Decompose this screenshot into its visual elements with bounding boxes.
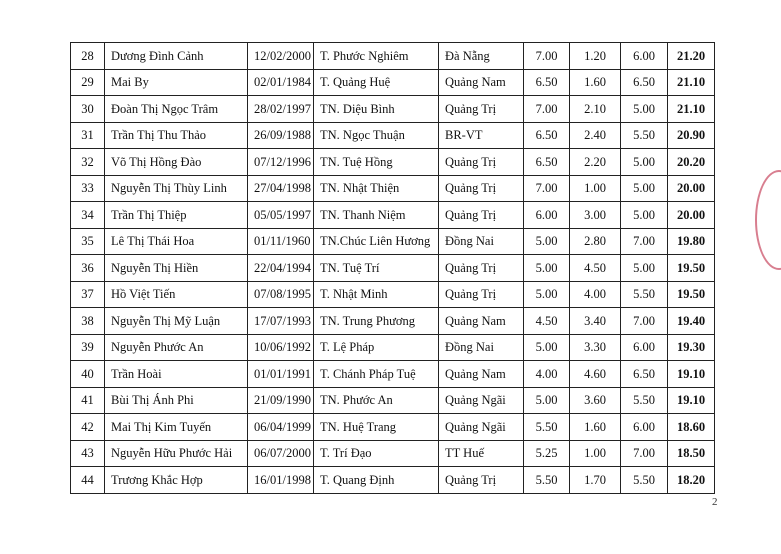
row-number-cell: 30 [71, 96, 105, 123]
date-of-birth-cell: 10/06/1992 [248, 334, 314, 361]
province-cell: Quảng Trị [439, 255, 524, 282]
score-3-cell: 5.00 [621, 149, 668, 176]
row-number-cell: 28 [71, 43, 105, 70]
score-3-cell: 5.50 [621, 281, 668, 308]
score-1-cell: 6.00 [524, 202, 570, 229]
score-2-cell: 1.20 [570, 43, 621, 70]
dharma-name-cell: TN. Nhật Thiện [314, 175, 439, 202]
dharma-name-cell: TN. Thanh Niệm [314, 202, 439, 229]
date-of-birth-cell: 06/07/2000 [248, 440, 314, 467]
total-score-cell: 19.30 [668, 334, 715, 361]
score-1-cell: 4.00 [524, 361, 570, 388]
province-cell: Quảng Ngãi [439, 387, 524, 414]
score-2-cell: 1.00 [570, 440, 621, 467]
score-1-cell: 4.50 [524, 308, 570, 335]
total-score-cell: 19.80 [668, 228, 715, 255]
date-of-birth-cell: 07/12/1996 [248, 149, 314, 176]
province-cell: Đồng Nai [439, 228, 524, 255]
row-number-cell: 32 [71, 149, 105, 176]
score-3-cell: 6.00 [621, 334, 668, 361]
table-row [71, 255, 715, 282]
score-1-cell: 5.25 [524, 440, 570, 467]
results-table [70, 42, 715, 494]
score-2-cell: 2.10 [570, 96, 621, 123]
total-score-cell: 19.40 [668, 308, 715, 335]
candidate-name-cell: Võ Thị Hồng Đào [105, 149, 248, 176]
score-3-cell: 6.50 [621, 361, 668, 388]
total-score-cell: 19.50 [668, 255, 715, 282]
score-3-cell: 6.00 [621, 414, 668, 441]
dharma-name-cell: T. Quang Định [314, 467, 439, 494]
date-of-birth-cell: 26/09/1988 [248, 122, 314, 149]
row-number-cell: 35 [71, 228, 105, 255]
score-3-cell: 5.50 [621, 387, 668, 414]
dharma-name-cell: T. Trí Đạo [314, 440, 439, 467]
score-1-cell: 5.00 [524, 387, 570, 414]
province-cell: Quảng Trị [439, 281, 524, 308]
score-2-cell: 3.40 [570, 308, 621, 335]
score-1-cell: 5.00 [524, 281, 570, 308]
score-2-cell: 2.40 [570, 122, 621, 149]
date-of-birth-cell: 07/08/1995 [248, 281, 314, 308]
table-row [71, 387, 715, 414]
row-number-cell: 29 [71, 69, 105, 96]
score-2-cell: 2.20 [570, 149, 621, 176]
total-score-cell: 21.10 [668, 96, 715, 123]
score-2-cell: 3.30 [570, 334, 621, 361]
score-1-cell: 5.00 [524, 334, 570, 361]
score-3-cell: 5.00 [621, 255, 668, 282]
candidate-name-cell: Lê Thị Thái Hoa [105, 228, 248, 255]
row-number-cell: 40 [71, 361, 105, 388]
page-number: 2 [712, 496, 718, 508]
total-score-cell: 21.10 [668, 69, 715, 96]
candidate-name-cell: Mai By [105, 69, 248, 96]
candidate-name-cell: Nguyễn Phước An [105, 334, 248, 361]
date-of-birth-cell: 01/01/1991 [248, 361, 314, 388]
score-3-cell: 7.00 [621, 440, 668, 467]
score-3-cell: 7.00 [621, 308, 668, 335]
province-cell: Quảng Trị [439, 175, 524, 202]
table-row [71, 122, 715, 149]
score-3-cell: 6.00 [621, 43, 668, 70]
date-of-birth-cell: 28/02/1997 [248, 96, 314, 123]
candidate-name-cell: Nguyễn Thị Mỹ Luận [105, 308, 248, 335]
table-row [71, 361, 715, 388]
province-cell: TT Huế [439, 440, 524, 467]
seal-stamp [755, 170, 781, 270]
table-row [71, 69, 715, 96]
table-row [71, 175, 715, 202]
score-2-cell: 4.00 [570, 281, 621, 308]
dharma-name-cell: T. Lệ Pháp [314, 334, 439, 361]
total-score-cell: 19.10 [668, 387, 715, 414]
table-row [71, 334, 715, 361]
date-of-birth-cell: 01/11/1960 [248, 228, 314, 255]
dharma-name-cell: TN. Diệu Bình [314, 96, 439, 123]
row-number-cell: 36 [71, 255, 105, 282]
score-1-cell: 7.00 [524, 43, 570, 70]
score-2-cell: 4.60 [570, 361, 621, 388]
score-1-cell: 6.50 [524, 122, 570, 149]
dharma-name-cell: T. Phước Nghiêm [314, 43, 439, 70]
date-of-birth-cell: 22/04/1994 [248, 255, 314, 282]
row-number-cell: 41 [71, 387, 105, 414]
score-3-cell: 5.00 [621, 175, 668, 202]
date-of-birth-cell: 12/02/2000 [248, 43, 314, 70]
date-of-birth-cell: 06/04/1999 [248, 414, 314, 441]
row-number-cell: 44 [71, 467, 105, 494]
date-of-birth-cell: 16/01/1998 [248, 467, 314, 494]
score-1-cell: 5.50 [524, 467, 570, 494]
score-3-cell: 6.50 [621, 69, 668, 96]
dharma-name-cell: TN. Ngọc Thuận [314, 122, 439, 149]
province-cell: Quảng Trị [439, 467, 524, 494]
date-of-birth-cell: 27/04/1998 [248, 175, 314, 202]
dharma-name-cell: TN. Tuệ Hồng [314, 149, 439, 176]
province-cell: Quảng Trị [439, 202, 524, 229]
dharma-name-cell: TN. Tuệ Trí [314, 255, 439, 282]
province-cell: Quảng Nam [439, 69, 524, 96]
candidate-name-cell: Bùi Thị Ánh Phi [105, 387, 248, 414]
total-score-cell: 20.00 [668, 202, 715, 229]
table-row [71, 281, 715, 308]
row-number-cell: 31 [71, 122, 105, 149]
candidate-name-cell: Nguyễn Thị Hiền [105, 255, 248, 282]
dharma-name-cell: TN. Phước An [314, 387, 439, 414]
score-3-cell: 7.00 [621, 228, 668, 255]
score-2-cell: 4.50 [570, 255, 621, 282]
candidate-name-cell: Trần Thị Thiệp [105, 202, 248, 229]
score-1-cell: 6.50 [524, 149, 570, 176]
row-number-cell: 43 [71, 440, 105, 467]
date-of-birth-cell: 21/09/1990 [248, 387, 314, 414]
total-score-cell: 20.00 [668, 175, 715, 202]
total-score-cell: 20.20 [668, 149, 715, 176]
score-3-cell: 5.00 [621, 202, 668, 229]
score-2-cell: 2.80 [570, 228, 621, 255]
province-cell: Quảng Trị [439, 149, 524, 176]
candidate-name-cell: Trần Hoài [105, 361, 248, 388]
total-score-cell: 19.50 [668, 281, 715, 308]
dharma-name-cell: TN.Chúc Liên Hương [314, 228, 439, 255]
candidate-name-cell: Nguyễn Hữu Phước Hải [105, 440, 248, 467]
total-score-cell: 20.90 [668, 122, 715, 149]
candidate-name-cell: Mai Thị Kim Tuyến [105, 414, 248, 441]
candidate-name-cell: Hồ Việt Tiến [105, 281, 248, 308]
total-score-cell: 18.20 [668, 467, 715, 494]
dharma-name-cell: TN. Huệ Trang [314, 414, 439, 441]
score-1-cell: 7.00 [524, 175, 570, 202]
row-number-cell: 33 [71, 175, 105, 202]
candidate-name-cell: Dương Đình Cảnh [105, 43, 248, 70]
candidate-name-cell: Trương Khắc Hợp [105, 467, 248, 494]
score-1-cell: 7.00 [524, 96, 570, 123]
province-cell: Đà Nẵng [439, 43, 524, 70]
results-table-body [71, 43, 715, 494]
table-row [71, 149, 715, 176]
row-number-cell: 34 [71, 202, 105, 229]
row-number-cell: 37 [71, 281, 105, 308]
row-number-cell: 42 [71, 414, 105, 441]
table-row [71, 202, 715, 229]
dharma-name-cell: T. Nhật Minh [314, 281, 439, 308]
province-cell: BR-VT [439, 122, 524, 149]
score-2-cell: 3.00 [570, 202, 621, 229]
table-row [71, 228, 715, 255]
dharma-name-cell: T. Quảng Huệ [314, 69, 439, 96]
table-row [71, 414, 715, 441]
table-row [71, 467, 715, 494]
candidate-name-cell: Trần Thị Thu Thảo [105, 122, 248, 149]
total-score-cell: 18.50 [668, 440, 715, 467]
province-cell: Quảng Nam [439, 308, 524, 335]
table-row [71, 308, 715, 335]
score-2-cell: 1.60 [570, 414, 621, 441]
row-number-cell: 38 [71, 308, 105, 335]
score-1-cell: 5.50 [524, 414, 570, 441]
dharma-name-cell: TN. Trung Phương [314, 308, 439, 335]
candidate-name-cell: Đoàn Thị Ngọc Trâm [105, 96, 248, 123]
date-of-birth-cell: 17/07/1993 [248, 308, 314, 335]
score-3-cell: 5.50 [621, 122, 668, 149]
total-score-cell: 21.20 [668, 43, 715, 70]
score-1-cell: 5.00 [524, 228, 570, 255]
dharma-name-cell: T. Chánh Pháp Tuệ [314, 361, 439, 388]
total-score-cell: 18.60 [668, 414, 715, 441]
score-3-cell: 5.00 [621, 96, 668, 123]
score-2-cell: 3.60 [570, 387, 621, 414]
province-cell: Quảng Trị [439, 96, 524, 123]
province-cell: Quảng Ngãi [439, 414, 524, 441]
date-of-birth-cell: 05/05/1997 [248, 202, 314, 229]
score-2-cell: 1.00 [570, 175, 621, 202]
score-3-cell: 5.50 [621, 467, 668, 494]
province-cell: Đồng Nai [439, 334, 524, 361]
score-2-cell: 1.70 [570, 467, 621, 494]
province-cell: Quảng Nam [439, 361, 524, 388]
score-2-cell: 1.60 [570, 69, 621, 96]
table-row [71, 440, 715, 467]
total-score-cell: 19.10 [668, 361, 715, 388]
candidate-name-cell: Nguyễn Thị Thùy Linh [105, 175, 248, 202]
table-row [71, 43, 715, 70]
date-of-birth-cell: 02/01/1984 [248, 69, 314, 96]
score-1-cell: 5.00 [524, 255, 570, 282]
score-1-cell: 6.50 [524, 69, 570, 96]
table-row [71, 96, 715, 123]
row-number-cell: 39 [71, 334, 105, 361]
